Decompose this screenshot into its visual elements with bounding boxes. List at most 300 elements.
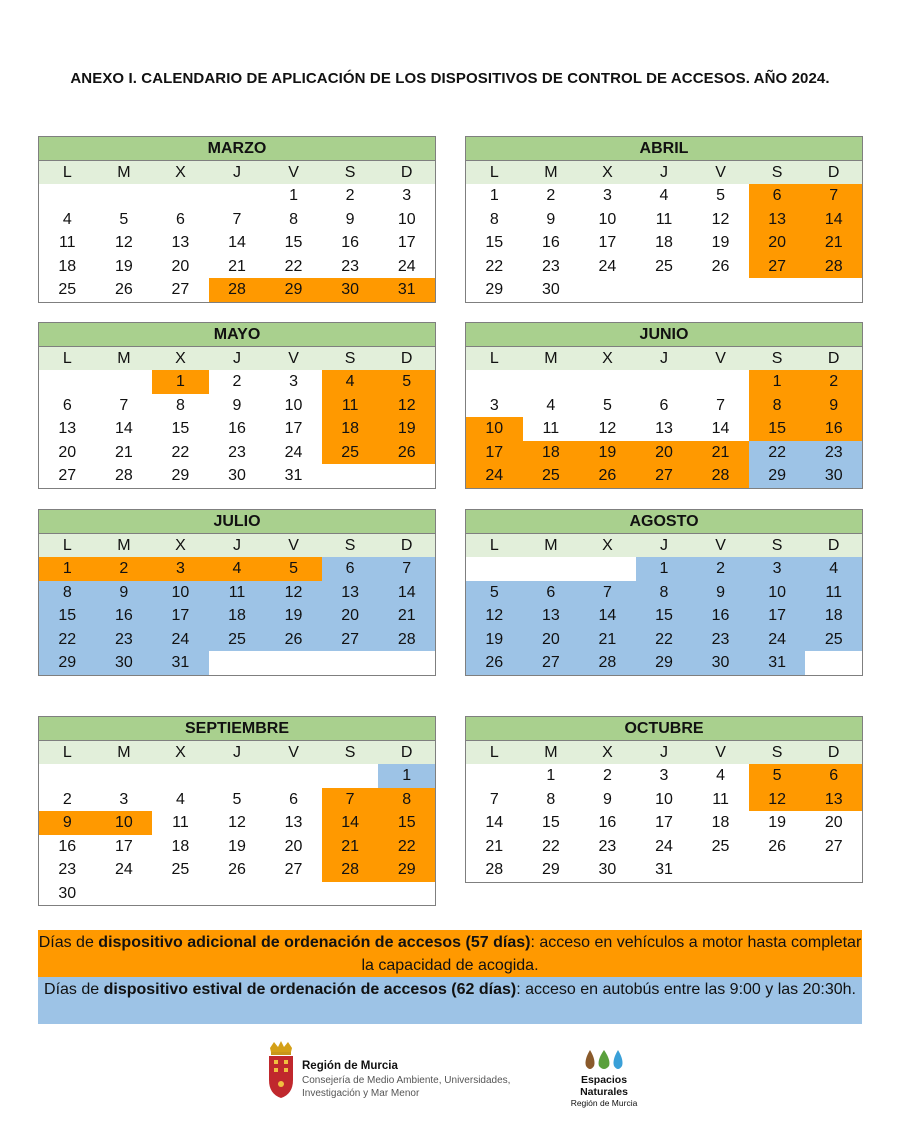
weekday-header: V [692,534,749,557]
day-cell: 30 [58,884,77,902]
espacios-naturales-logo [556,1048,652,1108]
day-cell: 26 [114,281,133,298]
day-cell: 14 [711,420,730,437]
day-cell: 16 [341,234,360,251]
day-cell: 21 [692,441,749,465]
weekday-header: V [265,534,322,557]
day-cell: 15 [636,604,693,628]
day-cell: 25 [171,861,190,878]
empty-cell [209,882,266,906]
weekday-header: D [805,347,862,370]
day-cell: 2 [345,187,355,204]
day-cell: 6 [289,790,299,808]
weekday-header: L [466,347,523,370]
day-cell: 24 [114,861,133,878]
day-cell: 21 [228,257,246,275]
weekday-header: M [96,161,153,184]
day-cell: 27 [824,837,843,855]
day-cell: 9 [96,581,153,605]
day-cell: 8 [546,790,556,808]
day-cell: 9 [345,210,355,228]
weekday-header: X [152,347,209,370]
day-cell: 19 [466,628,523,652]
empty-cell [322,764,379,788]
day-cell: 29 [749,464,806,488]
day-cell: 10 [598,210,617,228]
day-cell: 7 [119,396,129,414]
day-cell: 11 [655,210,673,228]
day-cell: 20 [523,628,580,652]
day-cell: 20 [284,837,303,855]
day-cell: 15 [171,420,190,437]
empty-cell [692,858,749,882]
weekday-header: M [523,347,580,370]
day-cell: 31 [655,861,673,878]
day-cell: 2 [692,557,749,581]
day-cell: 24 [655,837,673,855]
month-abril [465,136,863,303]
month-days-grid [466,741,862,882]
day-cell: 7 [489,790,499,808]
weekday-header: J [209,161,266,184]
month-julio [38,509,436,676]
day-cell: 7 [716,396,726,414]
weekday-header: X [152,161,209,184]
month-junio [465,322,863,489]
empty-cell [636,370,693,394]
day-cell: 14 [378,581,435,605]
day-cell: 13 [171,234,190,251]
day-cell: 4 [209,557,266,581]
day-cell: 3 [749,557,806,581]
day-cell: 3 [602,187,612,204]
day-cell: 16 [228,420,246,437]
day-cell: 19 [114,257,133,275]
day-cell: 5 [378,370,435,394]
region-murcia-logo [266,1040,526,1104]
day-cell: 12 [114,234,133,251]
day-cell: 26 [265,628,322,652]
empty-cell [39,764,96,788]
day-cell: 6 [805,764,862,788]
weekday-header: L [466,534,523,557]
day-cell: 24 [284,443,303,461]
day-cell: 19 [228,837,246,855]
day-cell: 18 [58,257,77,275]
day-cell: 25 [322,441,379,465]
legend-estival-pre: Días de [44,981,104,998]
month-septiembre [38,716,436,906]
day-cell: 23 [598,837,617,855]
weekday-header: V [265,161,322,184]
document-title: ANEXO I. CALENDARIO DE APLICACIÓN DE LOS DISPOSITIVOS DE CONTROL DE ACCESOS. AÑO 2024. [70,70,830,87]
day-cell: 30 [805,464,862,488]
day-cell: 1 [546,767,556,784]
day-cell: 27 [322,628,379,652]
day-cell: 21 [322,835,379,859]
day-cell: 18 [209,604,266,628]
weekday-header: J [209,347,266,370]
day-cell: 29 [171,467,190,484]
empty-cell [322,882,379,906]
day-cell: 25 [209,628,266,652]
day-cell: 11 [172,814,189,831]
empty-cell [39,184,96,208]
day-cell: 22 [485,257,504,275]
day-cell: 26 [228,861,246,878]
day-cell: 3 [289,373,299,390]
empty-cell [39,370,96,394]
day-cell: 31 [152,651,209,675]
empty-cell [96,184,153,208]
day-cell: 19 [579,441,636,465]
day-cell: 4 [322,370,379,394]
month-days-grid [39,741,435,905]
day-cell: 15 [541,814,560,831]
day-cell: 16 [58,837,77,855]
weekday-header: L [39,347,96,370]
day-cell: 31 [284,467,303,484]
month-marzo [38,136,436,303]
legend-estival [38,977,862,1024]
day-cell: 10 [397,210,416,228]
day-cell: 23 [228,443,246,461]
day-cell: 26 [378,441,435,465]
region-murcia-crest-icon [266,1040,296,1102]
day-cell: 28 [485,861,504,878]
weekday-header: S [749,741,806,764]
day-cell: 19 [378,417,435,441]
day-cell: 9 [39,811,96,835]
day-cell: 17 [284,420,303,437]
day-cell: 29 [636,651,693,675]
weekday-header: X [579,347,636,370]
weekday-header: S [322,534,379,557]
weekday-header: M [96,347,153,370]
day-cell: 27 [636,464,693,488]
empty-cell [466,370,523,394]
weekday-header: L [466,741,523,764]
empty-cell [466,557,523,581]
month-octubre [465,716,863,883]
day-cell: 12 [749,788,806,812]
weekday-header: X [579,741,636,764]
day-cell: 17 [598,234,617,251]
day-cell: 14 [322,811,379,835]
empty-cell [523,557,580,581]
day-cell: 5 [232,790,242,808]
day-cell: 13 [322,581,379,605]
day-cell: 30 [598,861,617,878]
day-cell: 14 [579,604,636,628]
day-cell: 29 [378,858,435,882]
day-cell: 29 [39,651,96,675]
weekday-header: L [466,161,523,184]
day-cell: 17 [749,604,806,628]
weekday-header: L [39,534,96,557]
day-cell: 26 [768,837,787,855]
day-cell: 29 [485,281,504,298]
month-name: AGOSTO [466,510,862,534]
day-cell: 13 [523,604,580,628]
day-cell: 8 [749,394,806,418]
day-cell: 18 [655,234,673,251]
day-cell: 28 [322,858,379,882]
day-cell: 19 [265,604,322,628]
day-cell: 11 [209,581,266,605]
day-cell: 17 [152,604,209,628]
day-cell: 22 [378,835,435,859]
month-days-grid [466,161,862,302]
day-cell: 5 [602,396,612,414]
month-days-grid [466,534,862,675]
weekday-header: J [209,534,266,557]
espacios-naturales-subtitle: Región de Murcia [570,1098,638,1108]
day-cell: 22 [39,628,96,652]
day-cell: 20 [749,231,806,255]
day-cell: 14 [485,814,504,831]
day-cell: 16 [96,604,153,628]
day-cell: 19 [768,814,787,831]
day-cell: 1 [749,370,806,394]
empty-cell [209,184,266,208]
day-cell: 9 [692,581,749,605]
day-cell: 3 [152,557,209,581]
weekday-header: J [636,161,693,184]
day-cell: 11 [712,790,729,808]
empty-cell [322,651,379,675]
weekday-header: D [378,161,435,184]
day-cell: 1 [636,557,693,581]
day-cell: 11 [542,420,560,437]
day-cell: 10 [749,581,806,605]
day-cell: 28 [114,467,133,484]
day-cell: 24 [466,464,523,488]
empty-cell [265,651,322,675]
day-cell: 10 [152,581,209,605]
day-cell: 4 [659,187,669,204]
day-cell: 3 [659,767,669,784]
espacios-naturales-title: Espacios Naturales [580,1074,628,1098]
weekday-header: V [692,741,749,764]
day-cell: 30 [541,281,560,298]
day-cell: 28 [805,255,862,279]
day-cell: 6 [175,210,185,228]
day-cell: 17 [114,837,133,855]
empty-cell [692,278,749,302]
month-days-grid [466,347,862,488]
region-murcia-sub2: Investigación y Mar Menor [302,1087,420,1099]
weekday-header: J [636,741,693,764]
day-cell: 27 [58,467,77,484]
day-cell: 12 [598,420,617,437]
day-cell: 18 [523,441,580,465]
day-cell: 20 [636,441,693,465]
day-cell: 30 [322,278,379,302]
legend-adicional [38,930,862,977]
day-cell: 2 [546,187,556,204]
day-cell: 23 [96,628,153,652]
day-cell: 22 [541,837,560,855]
day-cell: 9 [602,790,612,808]
legend-estival-post: : acceso en autobús entre las 9:00 y las 20:30h. [516,981,856,998]
month-name: JULIO [39,510,435,534]
region-murcia-subtitle [302,1075,532,1100]
day-cell: 26 [711,257,730,275]
day-cell: 29 [265,278,322,302]
day-cell: 10 [466,417,523,441]
day-cell: 21 [579,628,636,652]
empty-cell [692,370,749,394]
day-cell: 5 [265,557,322,581]
day-cell: 11 [322,394,379,418]
empty-cell [152,764,209,788]
day-cell: 1 [289,187,299,204]
day-cell: 8 [289,210,299,228]
day-cell: 4 [62,210,72,228]
day-cell: 30 [96,651,153,675]
day-cell: 12 [228,814,246,831]
empty-cell [579,557,636,581]
day-cell: 10 [96,811,153,835]
month-mayo [38,322,436,489]
day-cell: 15 [284,234,303,251]
day-cell: 16 [692,604,749,628]
weekday-header: D [805,161,862,184]
day-cell: 17 [397,234,416,251]
day-cell: 2 [602,767,612,784]
day-cell: 1 [489,187,499,204]
day-cell: 18 [711,814,730,831]
month-name: JUNIO [466,323,862,347]
month-name: MARZO [39,137,435,161]
legend-adicional-pre: Días de [38,934,99,951]
day-cell: 24 [749,628,806,652]
weekday-header: L [39,161,96,184]
weekday-header: V [265,347,322,370]
day-cell: 16 [541,234,560,251]
day-cell: 7 [579,581,636,605]
day-cell: 8 [39,581,96,605]
empty-cell [749,278,806,302]
day-cell: 15 [378,811,435,835]
legend-adicional-post: : acceso en vehículos a motor hasta completar la capacidad de acogida. [361,934,862,974]
day-cell: 2 [96,557,153,581]
day-cell: 31 [378,278,435,302]
empty-cell [378,882,435,906]
day-cell: 14 [114,420,133,437]
weekday-header: D [805,534,862,557]
empty-cell [96,370,153,394]
empty-cell [265,764,322,788]
day-cell: 21 [485,837,504,855]
day-cell: 25 [523,464,580,488]
legend-estival-bold: dispositivo estival de ordenación de accesos [103,981,447,998]
month-name: OCTUBRE [466,717,862,741]
day-cell: 8 [489,210,499,228]
day-cell: 26 [579,464,636,488]
day-cell: 5 [119,210,129,228]
weekday-header: S [322,741,379,764]
month-name: ABRIL [466,137,862,161]
empty-cell [466,764,523,788]
weekday-header: D [378,741,435,764]
day-cell: 2 [232,373,242,390]
day-cell: 8 [636,581,693,605]
weekday-header: M [96,741,153,764]
day-cell: 7 [322,788,379,812]
weekday-header: S [749,161,806,184]
day-cell: 25 [655,257,673,275]
day-cell: 20 [58,443,77,461]
weekday-header: V [692,347,749,370]
month-days-grid [39,347,435,488]
day-cell: 16 [598,814,617,831]
empty-cell [805,278,862,302]
day-cell: 12 [265,581,322,605]
empty-cell [805,651,862,675]
empty-cell [209,764,266,788]
drops-leaf-icon [582,1048,626,1072]
weekday-header: S [749,347,806,370]
day-cell: 21 [114,443,133,461]
day-cell: 5 [466,581,523,605]
day-cell: 1 [378,764,435,788]
day-cell: 24 [152,628,209,652]
day-cell: 20 [824,814,843,831]
region-murcia-sub1: Consejería de Medio Ambiente, Universidades, [302,1075,511,1086]
day-cell: 9 [232,396,242,414]
day-cell: 6 [659,396,669,414]
weekday-header: D [805,741,862,764]
day-cell: 26 [466,651,523,675]
day-cell: 16 [805,417,862,441]
empty-cell [96,764,153,788]
day-cell: 22 [636,628,693,652]
day-cell: 22 [284,257,303,275]
empty-cell [805,858,862,882]
day-cell: 29 [541,861,560,878]
day-cell: 9 [546,210,556,228]
weekday-header: L [39,741,96,764]
day-cell: 4 [805,557,862,581]
legend-estival-count: (62 días) [446,981,517,998]
weekday-header: D [378,534,435,557]
day-cell: 11 [58,234,76,251]
day-cell: 15 [749,417,806,441]
day-cell: 27 [523,651,580,675]
empty-cell [636,278,693,302]
day-cell: 3 [489,396,499,414]
weekday-header: M [523,161,580,184]
empty-cell [322,464,379,488]
weekday-header: V [692,161,749,184]
day-cell: 15 [39,604,96,628]
day-cell: 28 [692,464,749,488]
day-cell: 1 [152,370,209,394]
day-cell: 31 [749,651,806,675]
weekday-header: S [749,534,806,557]
month-days-grid [39,161,435,302]
day-cell: 13 [805,788,862,812]
day-cell: 6 [322,557,379,581]
weekday-header: J [636,534,693,557]
day-cell: 7 [232,210,242,228]
day-cell: 1 [39,557,96,581]
empty-cell [579,370,636,394]
weekday-header: X [152,741,209,764]
day-cell: 7 [805,184,862,208]
